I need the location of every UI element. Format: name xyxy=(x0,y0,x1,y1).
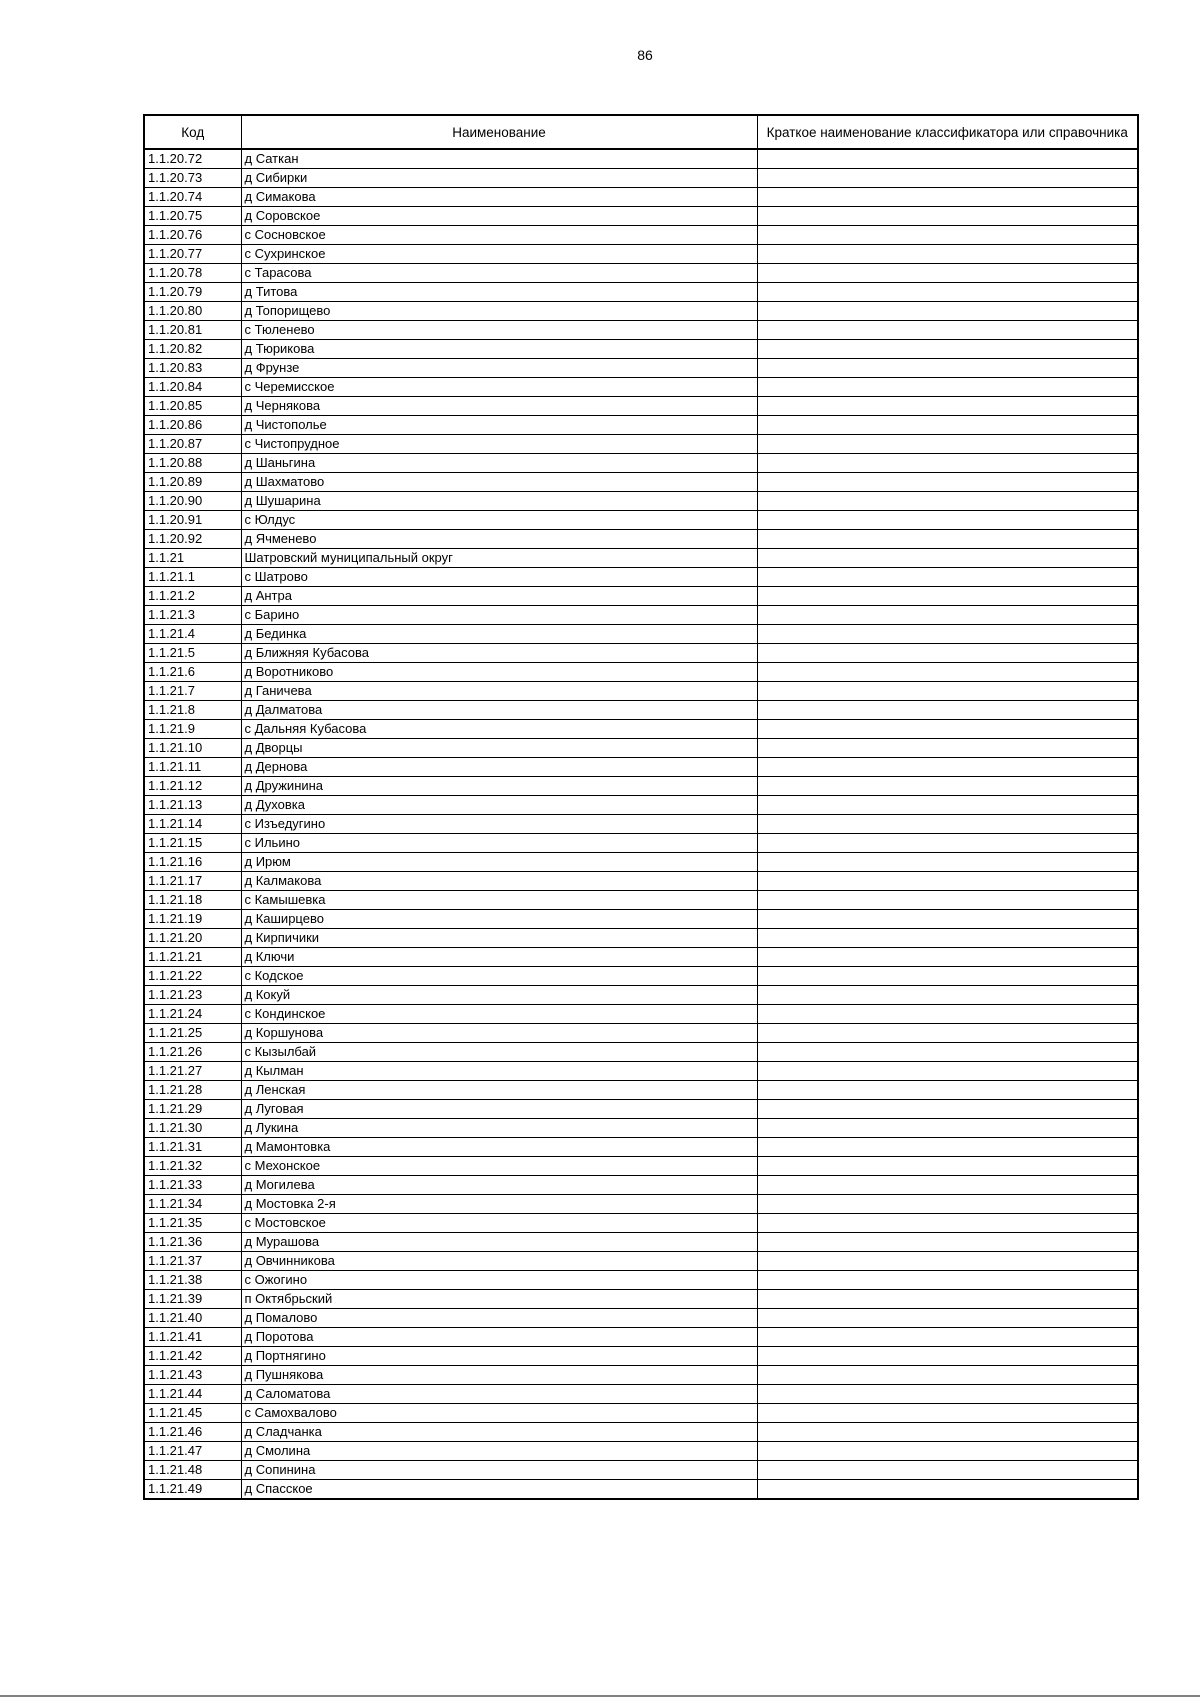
cell-name: д Поротова xyxy=(241,1328,757,1347)
table-row xyxy=(144,1347,1138,1366)
cell-code: 1.1.21.25 xyxy=(144,1024,241,1043)
cell-name: с Кондинское xyxy=(241,1005,757,1024)
cell-code: 1.1.21.13 xyxy=(144,796,241,815)
cell-code: 1.1.21.3 xyxy=(144,606,241,625)
table-row xyxy=(144,454,1138,473)
table-row xyxy=(144,587,1138,606)
table-row xyxy=(144,1461,1138,1480)
table-row xyxy=(144,929,1138,948)
table-row xyxy=(144,378,1138,397)
table-row xyxy=(144,1328,1138,1347)
cell-code: 1.1.21.16 xyxy=(144,853,241,872)
cell-name: д Бединка xyxy=(241,625,757,644)
cell-code: 1.1.21.21 xyxy=(144,948,241,967)
cell-code: 1.1.20.92 xyxy=(144,530,241,549)
cell-name: д Кылман xyxy=(241,1062,757,1081)
cell-code: 1.1.21.5 xyxy=(144,644,241,663)
cell-code: 1.1.21.20 xyxy=(144,929,241,948)
table-row xyxy=(144,473,1138,492)
cell-code: 1.1.21.44 xyxy=(144,1385,241,1404)
cell-code: 1.1.21.22 xyxy=(144,967,241,986)
cell-name: с Юлдус xyxy=(241,511,757,530)
cell-name: д Саткан xyxy=(241,149,757,169)
cell-name: д Калмакова xyxy=(241,872,757,891)
table-row xyxy=(144,492,1138,511)
table-row xyxy=(144,226,1138,245)
cell-short-name xyxy=(757,1480,1138,1500)
cell-code: 1.1.21.37 xyxy=(144,1252,241,1271)
cell-name: д Шаньгина xyxy=(241,454,757,473)
table-row xyxy=(144,359,1138,378)
table-body xyxy=(144,149,1138,1499)
cell-code: 1.1.21.32 xyxy=(144,1157,241,1176)
cell-code: 1.1.20.86 xyxy=(144,416,241,435)
cell-code: 1.1.21.10 xyxy=(144,739,241,758)
cell-short-name xyxy=(757,435,1138,454)
cell-name: д Мурашова xyxy=(241,1233,757,1252)
cell-name: с Мостовское xyxy=(241,1214,757,1233)
cell-short-name xyxy=(757,568,1138,587)
cell-name: д Антра xyxy=(241,587,757,606)
cell-code: 1.1.21.7 xyxy=(144,682,241,701)
table-row xyxy=(144,758,1138,777)
table-row xyxy=(144,302,1138,321)
cell-short-name xyxy=(757,1366,1138,1385)
table-row xyxy=(144,948,1138,967)
cell-short-name xyxy=(757,1309,1138,1328)
cell-name: д Воротниково xyxy=(241,663,757,682)
cell-name: д Портнягино xyxy=(241,1347,757,1366)
cell-short-name xyxy=(757,986,1138,1005)
cell-code: 1.1.21.45 xyxy=(144,1404,241,1423)
cell-short-name xyxy=(757,302,1138,321)
cell-name: д Сибирки xyxy=(241,169,757,188)
cell-short-name xyxy=(757,796,1138,815)
cell-code: 1.1.21.35 xyxy=(144,1214,241,1233)
cell-name: с Барино xyxy=(241,606,757,625)
header-code: Код xyxy=(144,115,241,149)
header-short-name: Краткое наименование классификатора или справочника xyxy=(757,115,1138,149)
cell-code: 1.1.21.24 xyxy=(144,1005,241,1024)
cell-short-name xyxy=(757,872,1138,891)
table-row xyxy=(144,1138,1138,1157)
cell-short-name xyxy=(757,530,1138,549)
cell-name: с Кызылбай xyxy=(241,1043,757,1062)
cell-short-name xyxy=(757,910,1138,929)
cell-code: 1.1.21.14 xyxy=(144,815,241,834)
cell-name: Шатровский муниципальный округ xyxy=(241,549,757,568)
cell-code: 1.1.21.18 xyxy=(144,891,241,910)
cell-short-name xyxy=(757,834,1138,853)
cell-short-name xyxy=(757,1461,1138,1480)
cell-short-name xyxy=(757,1214,1138,1233)
cell-name: д Спасское xyxy=(241,1480,757,1500)
cell-name: с Мехонское xyxy=(241,1157,757,1176)
cell-name: д Дернова xyxy=(241,758,757,777)
cell-name: с Ильино xyxy=(241,834,757,853)
cell-name: д Ближняя Кубасова xyxy=(241,644,757,663)
cell-name: с Камышевка xyxy=(241,891,757,910)
cell-name: д Шушарина xyxy=(241,492,757,511)
cell-name: д Сладчанка xyxy=(241,1423,757,1442)
cell-short-name xyxy=(757,1119,1138,1138)
cell-short-name xyxy=(757,245,1138,264)
table-row xyxy=(144,1195,1138,1214)
cell-name: д Мостовка 2-я xyxy=(241,1195,757,1214)
table-row xyxy=(144,644,1138,663)
cell-short-name xyxy=(757,948,1138,967)
table-row xyxy=(144,1233,1138,1252)
cell-name: д Лукина xyxy=(241,1119,757,1138)
table-row xyxy=(144,1271,1138,1290)
cell-name: д Овчинникова xyxy=(241,1252,757,1271)
table-row xyxy=(144,910,1138,929)
cell-short-name xyxy=(757,149,1138,169)
table-row xyxy=(144,1157,1138,1176)
cell-code: 1.1.21.34 xyxy=(144,1195,241,1214)
cell-code: 1.1.21.48 xyxy=(144,1461,241,1480)
table-row xyxy=(144,549,1138,568)
header-name: Наименование xyxy=(241,115,757,149)
cell-short-name xyxy=(757,625,1138,644)
table-row xyxy=(144,568,1138,587)
cell-short-name xyxy=(757,891,1138,910)
cell-code: 1.1.21.43 xyxy=(144,1366,241,1385)
cell-short-name xyxy=(757,340,1138,359)
cell-short-name xyxy=(757,1423,1138,1442)
cell-name: с Тарасова xyxy=(241,264,757,283)
cell-short-name xyxy=(757,454,1138,473)
cell-code: 1.1.20.76 xyxy=(144,226,241,245)
cell-code: 1.1.21.30 xyxy=(144,1119,241,1138)
table-row xyxy=(144,1290,1138,1309)
cell-name: д Кокуй xyxy=(241,986,757,1005)
cell-code: 1.1.20.82 xyxy=(144,340,241,359)
cell-short-name xyxy=(757,1195,1138,1214)
cell-name: с Сухринское xyxy=(241,245,757,264)
cell-code: 1.1.20.87 xyxy=(144,435,241,454)
cell-code: 1.1.21.47 xyxy=(144,1442,241,1461)
table-row xyxy=(144,1081,1138,1100)
table-row xyxy=(144,321,1138,340)
table-row xyxy=(144,1385,1138,1404)
cell-short-name xyxy=(757,1252,1138,1271)
table-row xyxy=(144,1024,1138,1043)
cell-short-name xyxy=(757,1024,1138,1043)
cell-code: 1.1.20.84 xyxy=(144,378,241,397)
cell-code: 1.1.21.28 xyxy=(144,1081,241,1100)
cell-code: 1.1.21.36 xyxy=(144,1233,241,1252)
cell-code: 1.1.20.81 xyxy=(144,321,241,340)
cell-short-name xyxy=(757,1347,1138,1366)
cell-code: 1.1.21.2 xyxy=(144,587,241,606)
table-row xyxy=(144,1005,1138,1024)
cell-short-name xyxy=(757,207,1138,226)
cell-code: 1.1.20.72 xyxy=(144,149,241,169)
cell-name: д Тюрикова xyxy=(241,340,757,359)
cell-short-name xyxy=(757,1442,1138,1461)
cell-code: 1.1.20.83 xyxy=(144,359,241,378)
table-row xyxy=(144,606,1138,625)
table-row xyxy=(144,1480,1138,1500)
cell-name: д Смолина xyxy=(241,1442,757,1461)
cell-short-name xyxy=(757,1005,1138,1024)
cell-name: д Ключи xyxy=(241,948,757,967)
cell-name: с Черемисское xyxy=(241,378,757,397)
cell-name: д Ганичева xyxy=(241,682,757,701)
table-row xyxy=(144,834,1138,853)
cell-code: 1.1.21.1 xyxy=(144,568,241,587)
table-row xyxy=(144,815,1138,834)
table-row xyxy=(144,796,1138,815)
cell-short-name xyxy=(757,397,1138,416)
table-row xyxy=(144,777,1138,796)
cell-name: д Чернякова xyxy=(241,397,757,416)
cell-name: д Дворцы xyxy=(241,739,757,758)
cell-code: 1.1.21.27 xyxy=(144,1062,241,1081)
cell-name: д Чистополье xyxy=(241,416,757,435)
cell-short-name xyxy=(757,1290,1138,1309)
cell-name: д Луговая xyxy=(241,1100,757,1119)
cell-short-name xyxy=(757,853,1138,872)
cell-name: д Соровское xyxy=(241,207,757,226)
cell-short-name xyxy=(757,188,1138,207)
cell-short-name xyxy=(757,967,1138,986)
cell-code: 1.1.21.6 xyxy=(144,663,241,682)
cell-short-name xyxy=(757,549,1138,568)
cell-code: 1.1.21 xyxy=(144,549,241,568)
cell-name: с Чистопрудное xyxy=(241,435,757,454)
cell-code: 1.1.20.74 xyxy=(144,188,241,207)
cell-short-name xyxy=(757,1385,1138,1404)
cell-code: 1.1.21.46 xyxy=(144,1423,241,1442)
cell-code: 1.1.20.80 xyxy=(144,302,241,321)
cell-name: д Дружинина xyxy=(241,777,757,796)
cell-name: д Кирпичики xyxy=(241,929,757,948)
cell-short-name xyxy=(757,1157,1138,1176)
cell-name: п Октябрьский xyxy=(241,1290,757,1309)
cell-code: 1.1.20.78 xyxy=(144,264,241,283)
table-row xyxy=(144,1062,1138,1081)
cell-name: с Кодское xyxy=(241,967,757,986)
cell-short-name xyxy=(757,1062,1138,1081)
cell-name: с Сосновское xyxy=(241,226,757,245)
cell-short-name xyxy=(757,606,1138,625)
cell-short-name xyxy=(757,682,1138,701)
cell-name: с Изъедугино xyxy=(241,815,757,834)
cell-code: 1.1.20.89 xyxy=(144,473,241,492)
table-row xyxy=(144,720,1138,739)
cell-short-name xyxy=(757,511,1138,530)
cell-code: 1.1.21.39 xyxy=(144,1290,241,1309)
table-row xyxy=(144,701,1138,720)
cell-short-name xyxy=(757,1271,1138,1290)
cell-short-name xyxy=(757,473,1138,492)
cell-name: д Духовка xyxy=(241,796,757,815)
table-row xyxy=(144,891,1138,910)
cell-code: 1.1.20.77 xyxy=(144,245,241,264)
cell-short-name xyxy=(757,739,1138,758)
cell-short-name xyxy=(757,777,1138,796)
table-row xyxy=(144,1043,1138,1062)
cell-name: с Ожогино xyxy=(241,1271,757,1290)
table-row xyxy=(144,739,1138,758)
table-row xyxy=(144,1214,1138,1233)
table-row xyxy=(144,1252,1138,1271)
cell-name: д Помалово xyxy=(241,1309,757,1328)
cell-short-name xyxy=(757,492,1138,511)
table-row xyxy=(144,872,1138,891)
cell-code: 1.1.21.17 xyxy=(144,872,241,891)
table-row xyxy=(144,625,1138,644)
cell-short-name xyxy=(757,663,1138,682)
cell-code: 1.1.21.19 xyxy=(144,910,241,929)
cell-name: с Дальняя Кубасова xyxy=(241,720,757,739)
cell-name: д Шахматово xyxy=(241,473,757,492)
cell-code: 1.1.20.91 xyxy=(144,511,241,530)
cell-short-name xyxy=(757,321,1138,340)
table-row xyxy=(144,245,1138,264)
cell-code: 1.1.20.90 xyxy=(144,492,241,511)
cell-code: 1.1.21.12 xyxy=(144,777,241,796)
cell-code: 1.1.20.85 xyxy=(144,397,241,416)
cell-code: 1.1.20.88 xyxy=(144,454,241,473)
cell-name: д Коршунова xyxy=(241,1024,757,1043)
cell-code: 1.1.21.11 xyxy=(144,758,241,777)
cell-short-name xyxy=(757,378,1138,397)
cell-code: 1.1.21.31 xyxy=(144,1138,241,1157)
table-row xyxy=(144,207,1138,226)
cell-short-name xyxy=(757,264,1138,283)
cell-code: 1.1.21.4 xyxy=(144,625,241,644)
cell-short-name xyxy=(757,1138,1138,1157)
cell-code: 1.1.21.9 xyxy=(144,720,241,739)
cell-code: 1.1.21.26 xyxy=(144,1043,241,1062)
cell-code: 1.1.21.41 xyxy=(144,1328,241,1347)
cell-short-name xyxy=(757,758,1138,777)
table-row xyxy=(144,1442,1138,1461)
cell-short-name xyxy=(757,1043,1138,1062)
cell-name: д Топорищево xyxy=(241,302,757,321)
table-header-row xyxy=(144,115,1138,149)
cell-name: д Саломатова xyxy=(241,1385,757,1404)
table-row xyxy=(144,853,1138,872)
cell-code: 1.1.21.23 xyxy=(144,986,241,1005)
cell-code: 1.1.20.79 xyxy=(144,283,241,302)
cell-short-name xyxy=(757,416,1138,435)
cell-short-name xyxy=(757,644,1138,663)
cell-short-name xyxy=(757,587,1138,606)
classifier-table xyxy=(143,114,1139,1500)
cell-name: д Ячменево xyxy=(241,530,757,549)
cell-code: 1.1.21.38 xyxy=(144,1271,241,1290)
cell-name: д Сопинина xyxy=(241,1461,757,1480)
table-row xyxy=(144,1100,1138,1119)
cell-code: 1.1.21.42 xyxy=(144,1347,241,1366)
table-row xyxy=(144,663,1138,682)
page-number: 86 xyxy=(637,47,653,63)
cell-short-name xyxy=(757,1404,1138,1423)
table-row xyxy=(144,1309,1138,1328)
cell-code: 1.1.20.75 xyxy=(144,207,241,226)
cell-code: 1.1.21.15 xyxy=(144,834,241,853)
cell-code: 1.1.20.73 xyxy=(144,169,241,188)
cell-name: д Далматова xyxy=(241,701,757,720)
cell-short-name xyxy=(757,283,1138,302)
table-row xyxy=(144,340,1138,359)
table-row xyxy=(144,435,1138,454)
table-row xyxy=(144,169,1138,188)
table-row xyxy=(144,511,1138,530)
table-row xyxy=(144,149,1138,169)
cell-short-name xyxy=(757,1100,1138,1119)
table-row xyxy=(144,1404,1138,1423)
table-row xyxy=(144,986,1138,1005)
cell-short-name xyxy=(757,815,1138,834)
table-row xyxy=(144,1119,1138,1138)
cell-name: д Могилева xyxy=(241,1176,757,1195)
cell-short-name xyxy=(757,226,1138,245)
table-row xyxy=(144,1423,1138,1442)
cell-short-name xyxy=(757,169,1138,188)
table-row xyxy=(144,530,1138,549)
cell-name: д Пушнякова xyxy=(241,1366,757,1385)
cell-name: д Ирюм xyxy=(241,853,757,872)
cell-name: д Фрунзе xyxy=(241,359,757,378)
cell-short-name xyxy=(757,359,1138,378)
cell-short-name xyxy=(757,720,1138,739)
cell-short-name xyxy=(757,1081,1138,1100)
cell-name: д Титова xyxy=(241,283,757,302)
cell-code: 1.1.21.29 xyxy=(144,1100,241,1119)
cell-code: 1.1.21.8 xyxy=(144,701,241,720)
table-row xyxy=(144,967,1138,986)
cell-short-name xyxy=(757,929,1138,948)
cell-short-name xyxy=(757,701,1138,720)
table-row xyxy=(144,416,1138,435)
table-row xyxy=(144,682,1138,701)
table-row xyxy=(144,397,1138,416)
cell-name: д Мамонтовка xyxy=(241,1138,757,1157)
cell-short-name xyxy=(757,1233,1138,1252)
table-row xyxy=(144,283,1138,302)
table-row xyxy=(144,1366,1138,1385)
table-row xyxy=(144,188,1138,207)
table-row xyxy=(144,264,1138,283)
table-row xyxy=(144,1176,1138,1195)
cell-code: 1.1.21.33 xyxy=(144,1176,241,1195)
cell-name: д Симакова xyxy=(241,188,757,207)
cell-short-name xyxy=(757,1176,1138,1195)
cell-short-name xyxy=(757,1328,1138,1347)
cell-name: д Ленская xyxy=(241,1081,757,1100)
cell-name: с Тюленево xyxy=(241,321,757,340)
cell-code: 1.1.21.49 xyxy=(144,1480,241,1500)
cell-name: с Самохвалово xyxy=(241,1404,757,1423)
cell-name: д Каширцево xyxy=(241,910,757,929)
cell-code: 1.1.21.40 xyxy=(144,1309,241,1328)
cell-name: с Шатрово xyxy=(241,568,757,587)
